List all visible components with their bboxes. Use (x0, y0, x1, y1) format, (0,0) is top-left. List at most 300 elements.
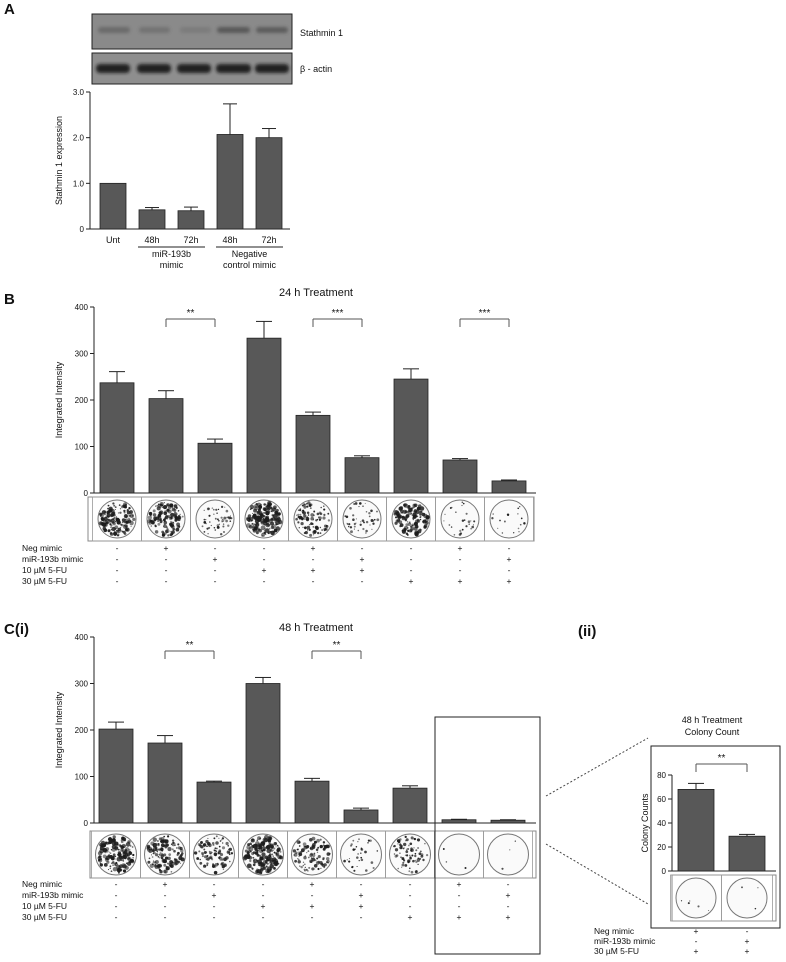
colony-dot (167, 534, 169, 536)
colony-dot (358, 506, 359, 507)
colony-dot (261, 852, 265, 856)
colony-dot (313, 856, 314, 857)
colony-dot (115, 509, 116, 510)
plate-image (341, 834, 382, 875)
colony-dot (104, 863, 108, 867)
colony-dot (360, 524, 362, 526)
colony-dot (98, 851, 102, 855)
colony-dot (356, 518, 357, 519)
plate-image (245, 500, 283, 538)
blot-band-stathmin (180, 27, 211, 33)
colony-dot (271, 847, 273, 849)
colony-dot (98, 856, 101, 859)
colony-dot (118, 851, 121, 854)
colony-dot (519, 506, 520, 507)
colony-dot (353, 870, 355, 872)
colony-dot (149, 512, 152, 515)
colony-dot (158, 514, 161, 517)
colony-dot (113, 853, 116, 856)
colony-dot (405, 855, 406, 856)
colony-dot (420, 519, 422, 521)
colony-dot (263, 503, 265, 505)
colony-dot (409, 523, 410, 524)
significance-label: ** (717, 753, 726, 764)
colony-dot (209, 851, 212, 854)
y-tick-label: 200 (74, 726, 88, 735)
colony-dot (112, 848, 116, 852)
colony-dot (405, 836, 407, 838)
condition-sign: - (409, 543, 413, 553)
colony-dot (263, 512, 265, 514)
colony-dot (127, 840, 130, 843)
colony-dot (348, 523, 350, 525)
colony-dot (100, 515, 101, 516)
colony-dot (320, 512, 323, 515)
colony-dot (159, 837, 162, 840)
colony-dot (293, 854, 295, 856)
y-tick-label: 0 (83, 819, 88, 828)
y-tick-label: 100 (74, 772, 88, 782)
colony-dot (409, 867, 411, 869)
colony-dot (205, 866, 206, 867)
bar (100, 183, 126, 229)
blot-band-actin (137, 64, 171, 73)
colony-dot (153, 862, 154, 863)
colony-dot (214, 849, 216, 851)
colony-dot (427, 524, 428, 525)
colony-dot (205, 840, 208, 843)
colony-dot (270, 531, 271, 532)
colony-dot (112, 535, 113, 536)
colony-dot (101, 846, 102, 847)
colony-dot (159, 853, 163, 857)
plate-well (343, 500, 381, 538)
colony-dot (206, 851, 208, 853)
colony-dot (366, 511, 368, 513)
colony-dot (208, 843, 212, 847)
colony-dot (354, 529, 355, 530)
colony-dot (219, 524, 220, 525)
plate-image (488, 834, 529, 875)
colony-dot (177, 517, 178, 518)
colony-dot (320, 839, 322, 841)
colony-dot (313, 534, 314, 535)
colony-dot (417, 864, 418, 865)
chart-title: 48 h Treatment (279, 622, 353, 634)
colony-dot (373, 520, 375, 522)
colony-dot (254, 524, 256, 526)
plate-image (98, 500, 136, 538)
colony-dot (413, 519, 414, 520)
condition-sign: + (744, 936, 750, 946)
colony-dot (113, 505, 115, 507)
colony-dot (177, 852, 180, 855)
blot-label-actin: β - actin (300, 64, 333, 74)
colony-dot (221, 506, 223, 508)
colony-dot (269, 863, 270, 864)
colony-dot (420, 850, 422, 852)
colony-dot (120, 508, 121, 509)
colony-dot (323, 841, 325, 843)
colony-dot (302, 505, 303, 506)
colony-dot (108, 529, 111, 532)
condition-sign: - (114, 901, 118, 911)
colony-dot (153, 847, 157, 851)
colony-dot (213, 837, 215, 839)
colony-dot (417, 838, 420, 841)
colony-dot (408, 845, 410, 847)
colony-dot (214, 847, 216, 849)
colony-dot (174, 511, 176, 513)
colony-dot (132, 854, 134, 856)
colony-dot (396, 514, 399, 517)
colony-dot (218, 838, 219, 839)
x-tick-label: 48h (222, 235, 238, 245)
colony-dot (299, 519, 300, 520)
condition-label: Neg mimic (22, 879, 63, 889)
colony-dot (280, 851, 282, 853)
condition-sign: - (408, 901, 412, 911)
colony-dot (356, 856, 359, 859)
colony-dot (120, 859, 122, 861)
colony-dot (229, 861, 231, 863)
colony-dot (327, 860, 330, 863)
colony-dot (228, 516, 230, 518)
condition-sign: + (506, 554, 512, 564)
colony-dot (327, 852, 331, 856)
colony-dot (172, 842, 174, 844)
colony-dot (103, 855, 107, 859)
colony-dot (121, 839, 123, 841)
colony-dot (254, 516, 259, 521)
condition-sign: - (311, 576, 315, 586)
colony-dot (299, 509, 301, 511)
colony-dot (357, 866, 358, 867)
colony-dot (395, 516, 397, 518)
condition-sign: - (164, 565, 168, 575)
condition-sign: - (408, 890, 412, 900)
colony-dot (407, 859, 410, 862)
colony-dot (220, 840, 222, 842)
colony-dot (128, 507, 130, 509)
colony-dot (443, 848, 445, 850)
colony-dot (309, 859, 313, 863)
colony-dot (304, 863, 306, 865)
colony-dot (216, 512, 218, 514)
colony-dot (316, 857, 318, 859)
colony-dot (419, 858, 421, 860)
colony-dot (176, 847, 178, 849)
colony-dot (151, 521, 155, 525)
plate-image (490, 500, 528, 538)
colony-dot (157, 523, 160, 526)
colony-dot (352, 848, 355, 851)
colony-dot (324, 845, 328, 849)
colony-dot (270, 869, 272, 871)
colony-dot (401, 857, 404, 860)
colony-dot (117, 518, 119, 520)
colony-dot (194, 851, 197, 854)
condition-sign: + (744, 946, 750, 956)
colony-dot (360, 521, 361, 522)
colony-dot (426, 854, 428, 856)
colony-dot (278, 846, 279, 847)
colony-dot (468, 520, 471, 523)
colony-dot (309, 838, 313, 842)
colony-dot (304, 869, 306, 871)
colony-dot (216, 850, 217, 851)
colony-dot (120, 524, 122, 526)
condition-sign: - (212, 912, 216, 922)
colony-dot (125, 853, 128, 857)
colony-dot (410, 850, 412, 852)
colony-dot (399, 852, 401, 854)
colony-dot (162, 532, 166, 536)
colony-dot (450, 507, 452, 509)
colony-dot (123, 859, 124, 860)
condition-sign: - (115, 576, 119, 586)
colony-dot (689, 900, 690, 901)
colony-dot (317, 861, 320, 864)
colony-dot (246, 523, 251, 528)
colony-dot (277, 845, 279, 847)
colony-dot (423, 513, 425, 515)
colony-dot (406, 854, 408, 856)
colony-dot (417, 519, 420, 522)
colony-dot (256, 503, 258, 505)
condition-sign: - (359, 879, 363, 889)
colony-dot (518, 531, 519, 532)
colony-dot (416, 526, 418, 528)
colony-dot (119, 512, 121, 514)
colony-dot (255, 841, 259, 845)
colony-dot (182, 516, 184, 518)
colony-dot (404, 510, 407, 513)
colony-dot (261, 849, 263, 851)
colony-dot (305, 855, 306, 856)
colony-dot (272, 508, 276, 512)
colony-dot (149, 857, 151, 859)
colony-dot (407, 505, 410, 508)
colony-dot (358, 530, 360, 532)
colony-dot (253, 861, 256, 864)
colony-dot (311, 857, 313, 859)
condition-sign: - (310, 912, 314, 922)
colony-dot (419, 852, 422, 855)
colony-dot (170, 533, 173, 536)
colony-dot (402, 530, 406, 534)
colony-dot (293, 849, 296, 852)
colony-dot (211, 858, 213, 860)
colony-dot (397, 868, 399, 870)
colony-dot (263, 866, 267, 870)
colony-dot (446, 861, 448, 863)
colony-dot (407, 521, 408, 522)
colony-dot (230, 517, 232, 519)
colony-dot (171, 871, 173, 873)
blot-band-stathmin (98, 27, 130, 33)
colony-dot (411, 836, 414, 839)
plate-well (676, 878, 716, 918)
colony-dot (153, 509, 156, 512)
colony-dot (219, 849, 222, 852)
colony-dot (124, 521, 127, 524)
condition-sign: - (213, 565, 217, 575)
colony-dot (473, 524, 474, 525)
plate-image (196, 500, 234, 538)
colony-dot (257, 854, 260, 857)
colony-dot (407, 848, 408, 849)
colony-dot (310, 507, 312, 509)
colony-dot (305, 867, 306, 868)
colony-dot (279, 856, 283, 860)
condition-sign: - (409, 565, 413, 575)
colony-dot (405, 840, 407, 842)
colony-dot (170, 514, 171, 515)
colony-dot (172, 862, 174, 864)
condition-sign: - (163, 912, 167, 922)
colony-dot (161, 850, 163, 852)
colony-dot (125, 528, 128, 531)
y-tick-label: 0 (83, 489, 88, 498)
colony-dot (198, 843, 201, 846)
colony-dot (115, 858, 116, 859)
colony-dot (261, 533, 265, 537)
colony-dot (515, 840, 516, 841)
bar (678, 789, 714, 871)
plate-image (392, 500, 430, 538)
colony-dot (157, 840, 159, 842)
colony-dot (218, 509, 219, 510)
condition-sign: - (163, 890, 167, 900)
y-axis-label: Stathmin 1 expression (54, 115, 64, 206)
colony-dot (115, 535, 116, 536)
colony-dot (111, 856, 115, 860)
colony-dot (223, 517, 226, 520)
colony-dot (220, 533, 222, 535)
colony-dot (397, 843, 398, 844)
colony-dot (228, 849, 229, 850)
group-label: control mimic (222, 260, 277, 270)
colony-dot (411, 871, 414, 874)
colony-dot (179, 514, 180, 515)
colony-dot (213, 509, 215, 511)
colony-dot (247, 843, 250, 846)
colony-dot (225, 842, 228, 845)
colony-dot (322, 516, 325, 519)
colony-dot (202, 525, 204, 527)
group-label: Negative (231, 249, 268, 259)
colony-dot (106, 861, 109, 864)
colony-dot (320, 527, 321, 528)
condition-sign: + (162, 879, 168, 889)
colony-dot (324, 863, 327, 866)
colony-dot (471, 526, 474, 529)
colony-dot (218, 520, 220, 522)
colony-dot (523, 522, 525, 524)
colony-dot (177, 843, 179, 845)
colony-dot (297, 514, 299, 516)
colony-dot (109, 865, 111, 867)
colony-dot (415, 861, 417, 863)
colony-dot (108, 869, 109, 870)
colony-dot (408, 522, 412, 526)
colony-dot (102, 523, 106, 527)
colony-dot (116, 863, 118, 865)
colony-dot (443, 520, 444, 521)
colony-dot (112, 838, 116, 842)
colony-dot (323, 506, 324, 507)
colony-dot (307, 870, 309, 872)
colony-dot (400, 513, 401, 514)
colony-dot (362, 506, 363, 507)
condition-sign: + (407, 912, 413, 922)
colony-dot (298, 516, 300, 518)
chart-title: 24 h Treatment (279, 287, 353, 299)
colony-dot (252, 868, 254, 870)
colony-dot (399, 844, 402, 847)
y-tick-label: 80 (657, 771, 666, 780)
colony-dot (122, 849, 126, 853)
colony-dot (153, 513, 157, 517)
colony-dot (160, 840, 162, 842)
colony-dot (168, 509, 172, 513)
colony-dot (217, 852, 219, 854)
colony-dot (360, 857, 362, 859)
colony-dot (372, 523, 374, 525)
colony-dot (167, 863, 169, 865)
condition-sign: - (114, 890, 118, 900)
condition-label: 30 µM 5-FU (594, 946, 640, 956)
colony-dot (316, 848, 319, 851)
colony-dot (393, 846, 394, 847)
colony-dot (347, 523, 349, 525)
colony-dot (308, 514, 310, 516)
blot-label-stathmin: Stathmin 1 (300, 28, 344, 38)
colony-dot (320, 507, 322, 509)
colony-dot (132, 518, 135, 521)
colony-dot (265, 528, 270, 533)
colony-dot (304, 504, 305, 505)
colony-dot (400, 856, 402, 858)
bar (442, 820, 476, 823)
colony-dot (369, 524, 370, 525)
colony-dot (255, 527, 260, 532)
colony-dot (455, 512, 456, 513)
colony-dot (411, 854, 413, 856)
zoom-connector (546, 844, 648, 904)
plate-image (243, 834, 284, 875)
colony-dot (419, 516, 421, 518)
panel-label-ci: C(i) (4, 621, 29, 638)
colony-dot (297, 840, 301, 844)
colony-dot (513, 532, 514, 533)
x-tick-label: 72h (183, 235, 199, 245)
colony-dot (274, 852, 276, 854)
colony-dot (213, 844, 214, 845)
condition-sign: + (211, 890, 217, 900)
bar (296, 415, 330, 493)
colony-dot (208, 527, 210, 529)
colony-dot (470, 528, 471, 529)
colony-dot (107, 508, 109, 510)
colony-dot (425, 518, 429, 522)
colony-dot (173, 529, 174, 530)
colony-dot (757, 887, 758, 888)
colony-dot (310, 847, 312, 849)
colony-dot (275, 846, 276, 847)
colony-dot (108, 842, 110, 844)
